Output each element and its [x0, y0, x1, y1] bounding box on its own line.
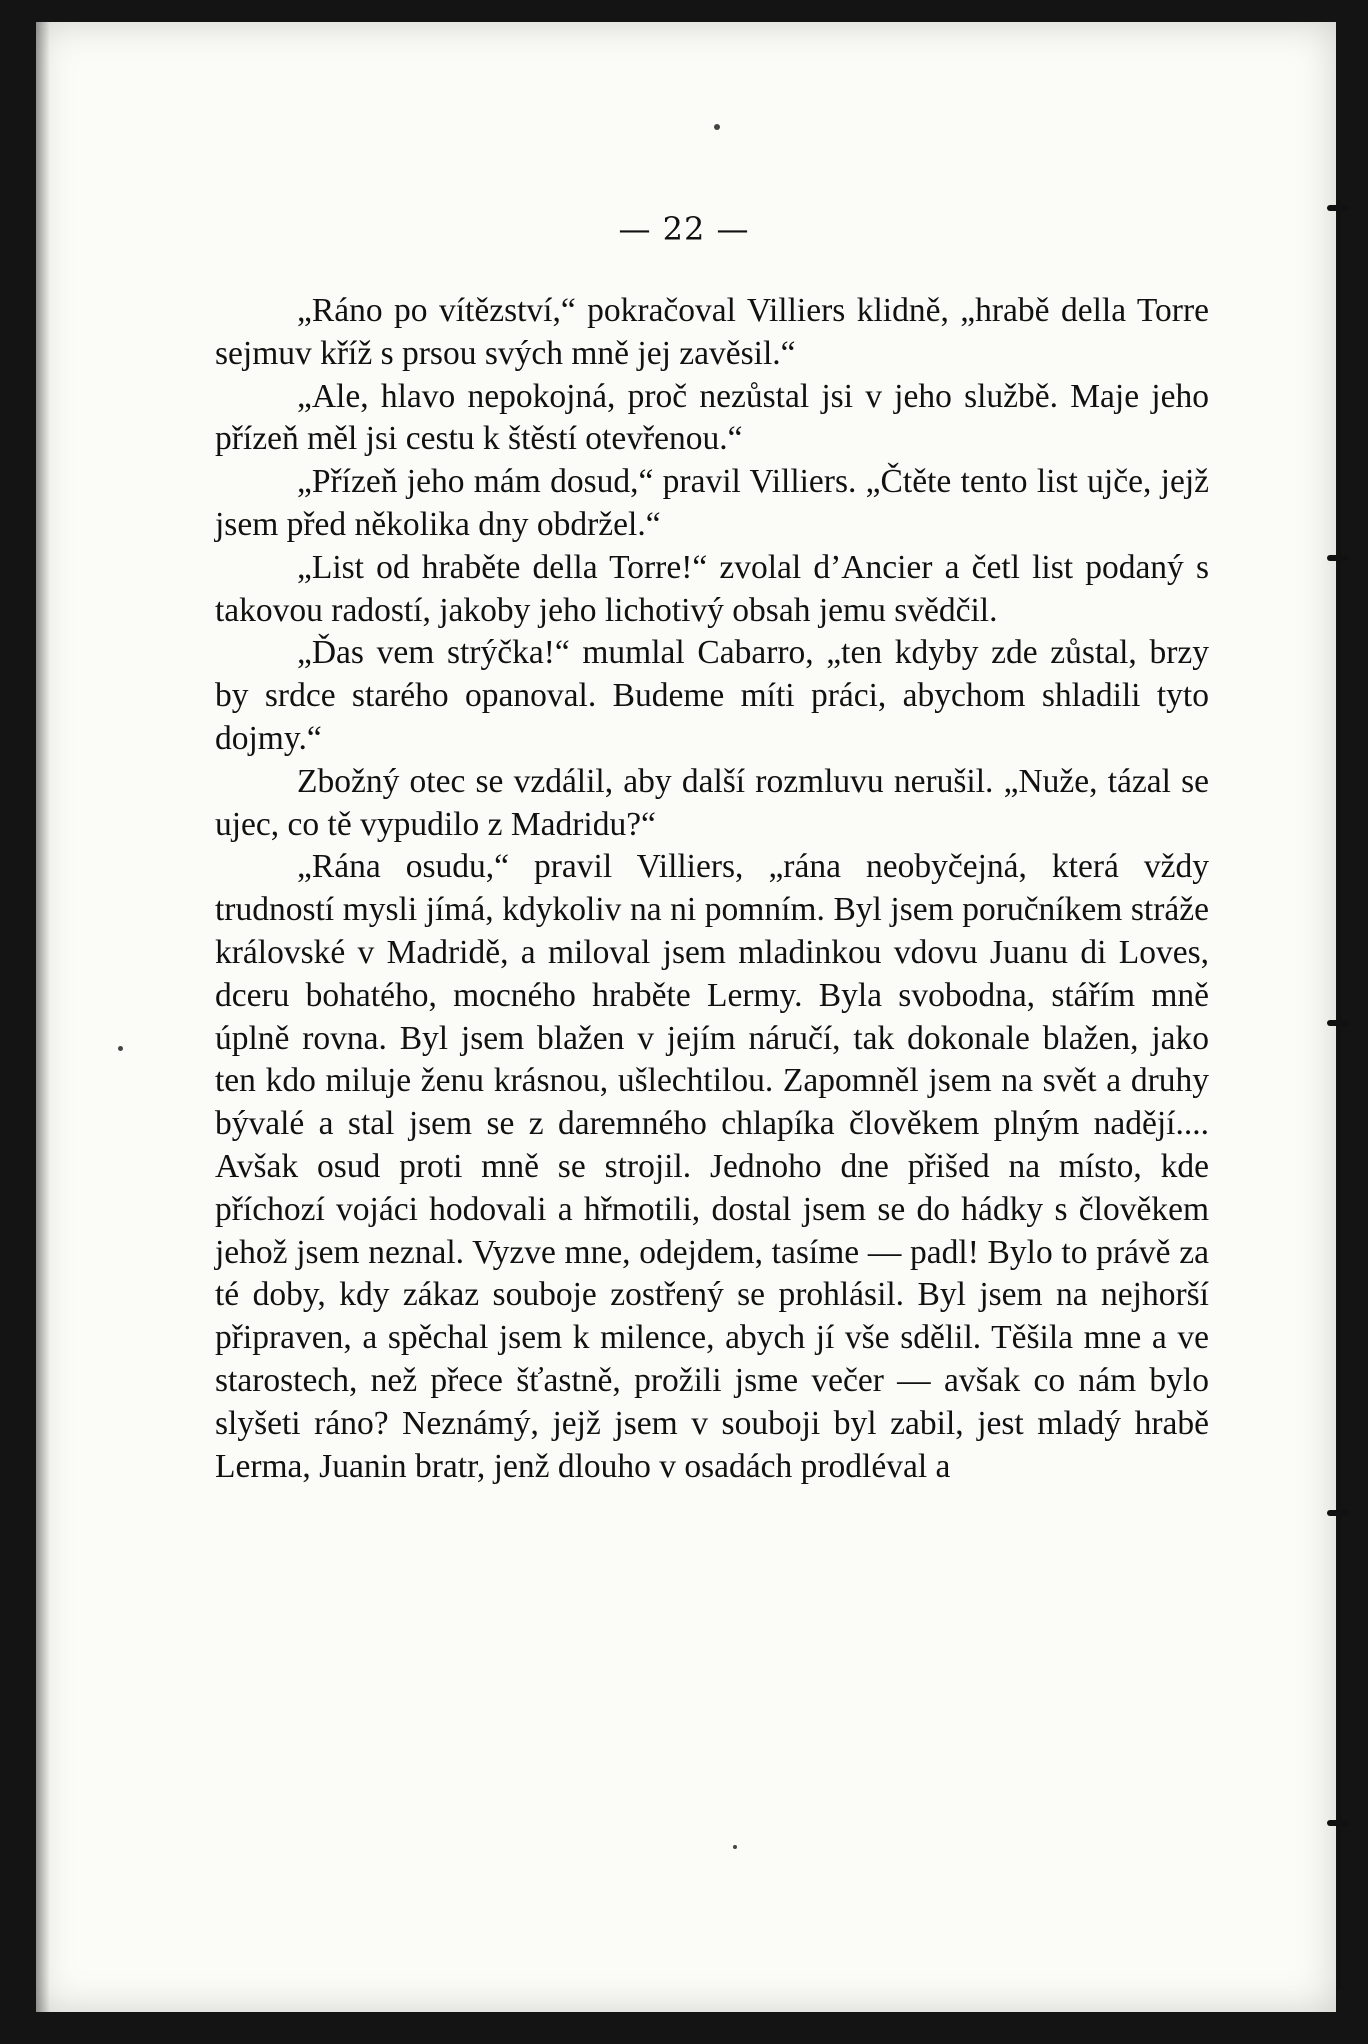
paragraph: „Ráno po vítězství,“ pokračoval Villiers klidně, „hrabě della Torre sejmuv kříž s prsou svých mně jej zavěsil.“ — [215, 292, 1209, 372]
binding-mark — [1327, 1510, 1349, 1516]
paragraph: „List od hraběte della Torre!“ zvolal d’Ancier a četl list podaný s takovou radostí, jakoby jeho lichotivý obsah jemu svědčil. — [215, 548, 1209, 629]
body-text — [215, 290, 1209, 1488]
binding-mark — [1327, 1020, 1349, 1026]
scan-speck — [118, 1046, 123, 1051]
scan-speck — [733, 1845, 737, 1849]
paragraph: „Přízeň jeho mám dosud,“ pravil Villiers. „Čtěte tento list ujče, jejž jsem před několika dny obdržel.“ — [215, 463, 1209, 543]
binding-mark — [1327, 555, 1349, 561]
scan-speck — [714, 124, 720, 130]
paragraph: Zbožný otec se vzdálil, aby další rozmluvu nerušil. „Nuže, tázal se ujec, co tě vypudilo z Madridu?“ — [215, 762, 1209, 843]
binding-mark — [1327, 1820, 1349, 1826]
paragraph: „Ďas vem strýčka!“ mumlal Cabarro, „ten kdyby zde zůstal, brzy by srdce starého opanoval. Budeme míti práci, abychom shladili tyto dojmy.“ — [215, 634, 1209, 757]
paragraph: „Ale, hlavo nepokojná, proč nezůstal jsi v jeho službě. Maje jeho přízeň měl jsi cestu k štěstí otevřenou.“ — [215, 377, 1209, 458]
page-shadow — [36, 22, 50, 2012]
binding-edge — [1337, 200, 1341, 1990]
paragraph: „Rána osudu,“ pravil Villiers, „rána neobyčejná, která vždy trudností mysli jímá, kdykoliv na ni pomním. Byl jsem poručníkem stráže královské v Madridě, a miloval jsem mladinkou vdovu Juanu di Loves, dceru bohatého, mocného hraběte Lermy. Byla svobodna, stářím mně úplně rovna. Byl jsem blažen v jejím náručí, tak dokonale blažen, jako ten kdo miluje ženu krásnou, ušlechtilou. Zapomněl jsem na svět a druhy bývalé a stal jsem se z daremného chlapíka člověkem plným nadějí.... Avšak osud proti mně se strojil. Jednoho dne přišed na místo, kde příchozí vojáci hodovali a hřmotili, dostal jsem se do hádky s člověkem jehož jsem neznal. Vyzve mne, odejdem, tasíme — padl! Bylo to právě za té doby, kdy zákaz souboje zostřený se prohlásil. Byl jsem na nejhorší připraven, a spěchal jsem k milence, abych jí vše sdělil. Těšila mne a ve starostech, než přece šťastně, prožili jsme večer — avšak co nám bylo slyšeti ráno? Neznámý, jejž jsem v souboji byl zabil, jest mladý hrabě Lerma, Juanin bratr, jenž dlouho v osadách prodléval a — [215, 848, 1209, 1485]
page-number: — 22 — — [618, 210, 750, 248]
